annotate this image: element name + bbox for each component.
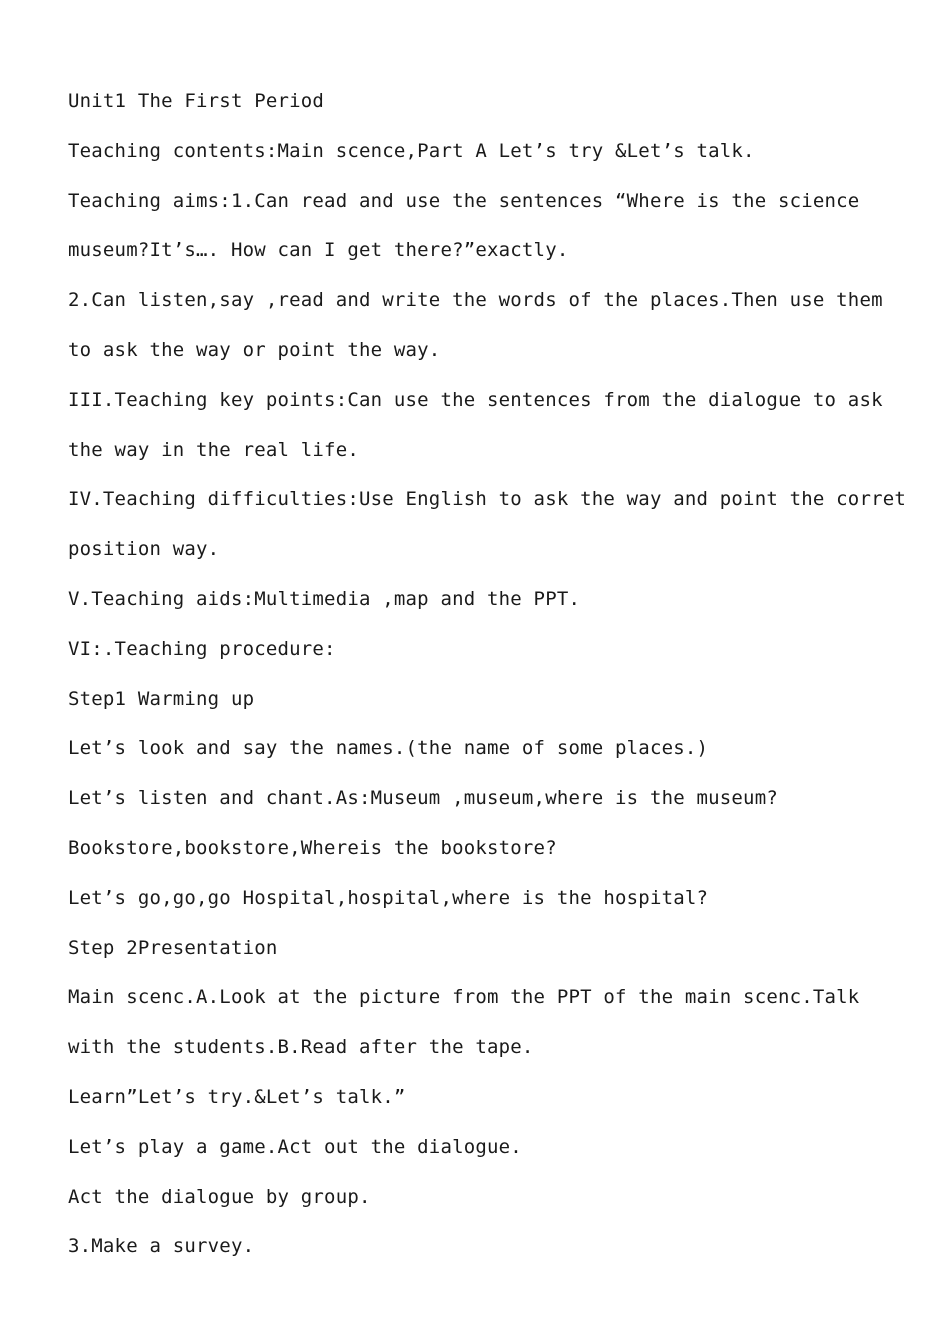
text-line: with the students.B.Read after the tape.: [68, 1036, 534, 1059]
text-line: Main scenc.A.Look at the picture from the PPT of the main scenc.Talk: [68, 986, 860, 1009]
procedure-heading: VI:.Teaching procedure:: [68, 637, 336, 660]
document-title: Unit1 The First Period: [68, 90, 325, 112]
key-points-line: III.Teaching key points:Can use the sentences from the dialogue to ask: [68, 388, 883, 411]
text-line: Bookstore,bookstore,Whereis the bookstore?: [68, 836, 557, 859]
text-line: Act the dialogue by group.: [68, 1185, 371, 1208]
lesson-plan-text: [68, 84, 907, 1279]
text-line: Let’s look and say the names.(the name of some places.): [68, 737, 709, 760]
difficulties-line: IV.Teaching difficulties:Use English to ask the way and point the corret: [68, 488, 907, 511]
text-line: museum?It’s…. How can I get there?”exactly.: [68, 239, 569, 262]
text-line: to ask the way or point the way.: [68, 338, 441, 361]
text-line: Learn”Let’s try.&Let’s talk.”: [68, 1085, 406, 1108]
teaching-contents-line: Teaching contents:Main scence,Part A Let’s try &Let’s talk.: [68, 139, 755, 162]
text-line: position way.: [68, 538, 220, 561]
text-line: Let’s play a game.Act out the dialogue.: [68, 1135, 522, 1158]
text-line: Let’s listen and chant.As:Museum ,museum,where is the museum?: [68, 787, 778, 810]
teaching-aims-line: Teaching aims:1.Can read and use the sentences “Where is the science: [68, 189, 860, 212]
step-heading: Step 2Presentation: [68, 936, 278, 959]
step-heading: Step1 Warming up: [68, 687, 255, 710]
text-line: Let’s go,go,go Hospital,hospital,where is the hospital?: [68, 886, 709, 909]
text-line: the way in the real life.: [68, 438, 359, 461]
teaching-aids-line: V.Teaching aids:Multimedia ,map and the PPT.: [68, 587, 581, 610]
text-line: 3.Make a survey.: [68, 1235, 255, 1258]
text-line: 2.Can listen,say ,read and write the words of the places.Then use them: [68, 289, 883, 312]
